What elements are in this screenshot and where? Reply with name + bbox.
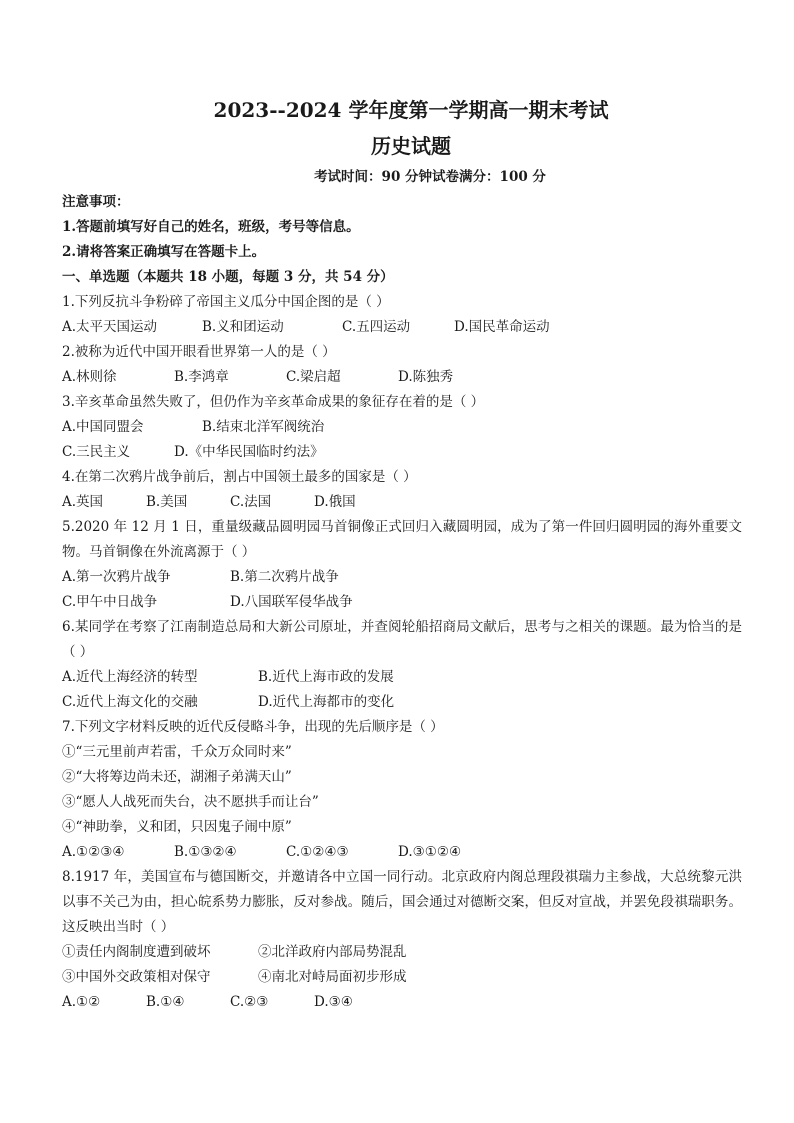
option-a: A.林则徐 (62, 369, 117, 385)
statement-item: ②北洋政府内部局势混乱 (258, 944, 407, 960)
option-c: C.三民主义 (62, 444, 131, 460)
question-stem: 1.下列反抗斗争粉碎了帝国主义瓜分中国企图的是（ ） (62, 294, 390, 310)
question-stem: 3.辛亥革命虽然失败了，但仍作为辛亥革命成果的象征存在着的是（ ） (62, 394, 485, 410)
option-d: D.③④ (314, 994, 353, 1010)
option-b: B.第二次鸦片战争 (230, 569, 339, 585)
question-options (62, 415, 742, 440)
option-b: B.义和团运动 (202, 319, 284, 335)
question-stem: 4.在第二次鸦片战争前后，割占中国领土最多的国家是（ ） (62, 469, 417, 485)
question-stem: 6.某同学在考察了江南制造总局和大新公司原址，并查阅轮船招商局文献后，思考与之相关的课题。最为恰当的是（ ） (62, 619, 742, 660)
notice-item: 2.请将答案正确填写在答题卡上。 (62, 244, 266, 260)
option-c: C.梁启超 (286, 369, 341, 385)
statement-item: ③中国外交政策相对保守 (62, 969, 211, 985)
option-c: C.①②④③ (286, 844, 349, 860)
option-a: A.第一次鸦片战争 (62, 569, 171, 585)
option-a: A.英国 (62, 494, 104, 510)
option-d: D.陈独秀 (398, 369, 454, 385)
option-b: B.结束北洋军阀统治 (202, 419, 325, 435)
notice-heading: 注意事项： (62, 194, 130, 210)
question-options (62, 665, 742, 690)
option-b: B.①③②④ (174, 844, 237, 860)
option-d: D.国民革命运动 (454, 319, 550, 335)
option-d: D.《中华民国临时约法》 (174, 444, 324, 460)
option-c: C.法国 (230, 494, 272, 510)
question-options (62, 315, 742, 340)
question-options (62, 990, 742, 1015)
quote-item: ①“三元里前声若雷，千众万众同时来” (62, 744, 292, 760)
section-heading: 一、单选题（本题共 18 小题，每题 3 分，共 54 分） (62, 269, 394, 285)
option-a: A.①②③④ (62, 844, 125, 860)
question-items (62, 940, 742, 965)
option-d: D.俄国 (314, 494, 356, 510)
notice-item: 1.答题前填写好自己的姓名，班级，考号等信息。 (62, 219, 360, 235)
subject-title: 历史试题 (371, 134, 451, 158)
option-d: D.③①②④ (398, 844, 462, 860)
exam-page (62, 92, 742, 1015)
option-a: A.太平天国运动 (62, 319, 158, 335)
quote-item: ②“大将筹边尚未还，湖湘子弟满天山” (62, 769, 292, 785)
statement-item: ④南北对峙局面初步形成 (258, 969, 407, 985)
question-options (62, 840, 742, 865)
question-options (62, 440, 742, 465)
option-c: C.近代上海文化的交融 (62, 694, 198, 710)
option-c: C.五四运动 (342, 319, 411, 335)
question-stem: 2.被称为近代中国开眼看世界第一人的是（ ） (62, 344, 336, 360)
option-b: B.①④ (146, 994, 185, 1010)
question-stem: 8.1917 年，美国宣布与德国断交，并邀请各中立国一同行动。北京政府内阁总理段祺瑞力主参战，大总统黎元洪以事不关己为由，担心皖系势力膨胀，反对参战。随后，国会通过对德断交案，但反对宣战，并罢免段祺瑞职务。这反映出当时（ ） (62, 869, 742, 935)
question-stem: 5.2020 年 12 月 1 日，重量级藏品圆明园马首铜像正式回归入藏圆明园，成为了第一件回归圆明园的海外重要文物。马首铜像在外流离源于（ ） (62, 519, 742, 560)
question-items (62, 965, 742, 990)
quote-item: ③“愿人人战死而失台，决不愿拱手而让台” (62, 794, 319, 810)
quote-item: ④“神助拳，义和团，只因鬼子闹中原” (62, 819, 292, 835)
exam-title: 2023--2024 学年度第一学期高一期末考试 (213, 98, 609, 122)
question-options (62, 490, 742, 515)
question-options (62, 565, 742, 590)
option-b: B.近代上海市政的发展 (258, 669, 394, 685)
option-a: A.①② (62, 994, 101, 1010)
question-options (62, 690, 742, 715)
option-a: A.中国同盟会 (62, 419, 144, 435)
question-stem: 7.下列文字材料反映的近代反侵略斗争，出现的先后顺序是（ ） (62, 719, 444, 735)
option-a: A.近代上海经济的转型 (62, 669, 198, 685)
exam-meta: 考试时间：90 分钟试卷满分：100 分 (314, 169, 546, 185)
statement-item: ①责任内阁制度遭到破坏 (62, 944, 211, 960)
option-b: B.美国 (146, 494, 188, 510)
option-d: D.近代上海都市的变化 (258, 694, 395, 710)
question-options (62, 590, 742, 615)
option-c: C.甲午中日战争 (62, 594, 158, 610)
question-options (62, 365, 742, 390)
option-d: D.八国联军侵华战争 (230, 594, 353, 610)
option-b: B.李鸿章 (174, 369, 229, 385)
option-c: C.②③ (230, 994, 269, 1010)
